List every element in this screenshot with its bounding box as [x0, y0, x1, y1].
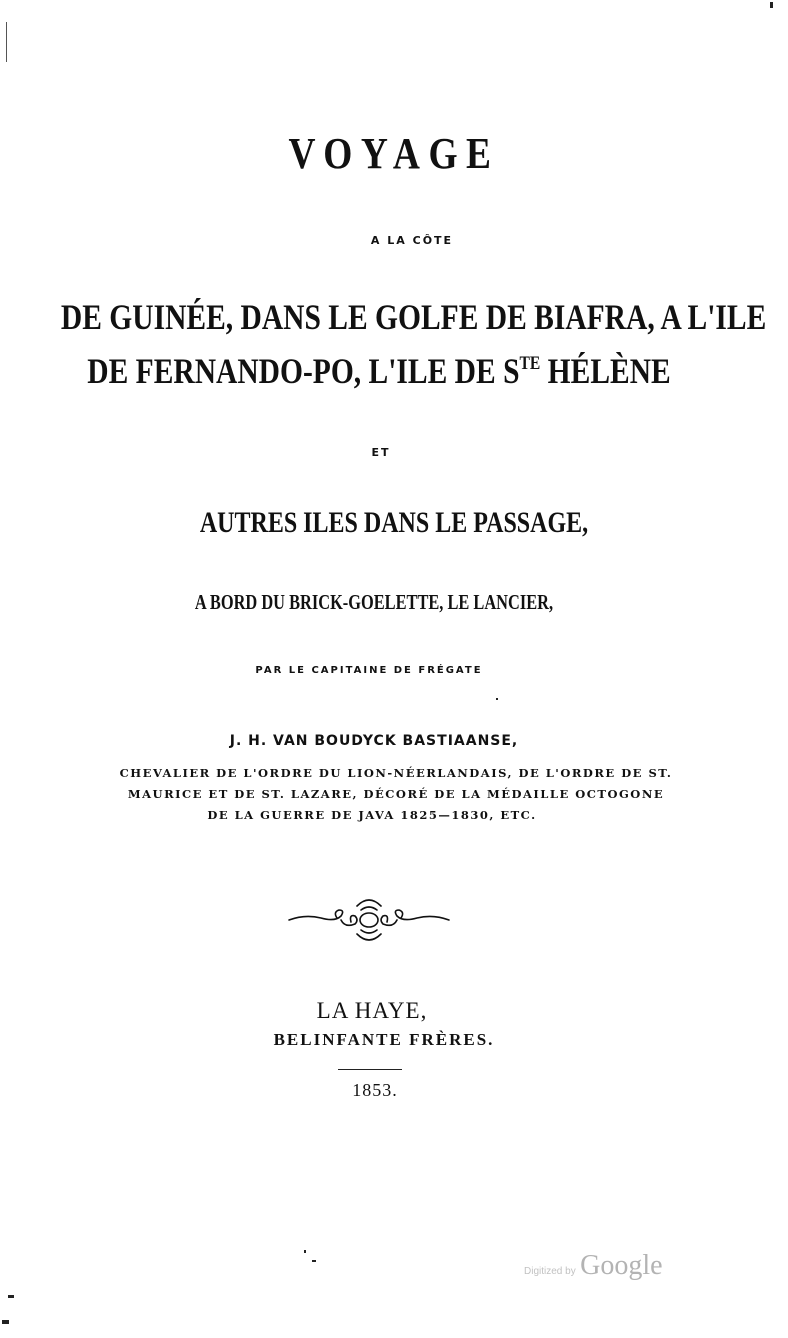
scan-mark-right	[770, 2, 773, 8]
decorative-flourish-icon	[285, 892, 453, 948]
book-title: VOYAGE	[288, 129, 500, 178]
subtitle-line-2-main: DE FERNANDO-PO, L'ILE DE S	[87, 351, 520, 391]
et-line: ET	[371, 446, 391, 459]
subtitle-line-2	[56, 350, 702, 392]
a-bord-line: A BORD DU BRICK-GOELETTE, LE LANCIER,	[194, 590, 554, 614]
subtitle-line-2-end: HÉLÈNE	[540, 351, 671, 391]
digitized-watermark	[524, 1250, 663, 1282]
publisher-name: BELINFANTE FRÈRES.	[273, 1030, 495, 1049]
scan-mark-left	[6, 22, 7, 62]
scan-speck	[2, 1320, 9, 1324]
watermark-prefix: Digitized by	[524, 1266, 576, 1277]
author-name: J. H. VAN BOUDYCK BASTIAANSE,	[229, 733, 519, 749]
scan-speck	[496, 698, 498, 700]
scan-speck	[8, 1295, 14, 1298]
divider-rule	[338, 1069, 402, 1070]
distinction-line-3: DE LA GUERRE DE JAVA 1825—1830, ETC.	[207, 808, 537, 822]
publication-year: 1853.	[352, 1080, 398, 1100]
distinction-line-1: CHEVALIER DE L'ORDRE DU LION-NÉERLANDAIS, DE L'ORDRE DE ST.	[119, 766, 673, 780]
scan-speck	[304, 1250, 306, 1253]
a-la-cote-line: A LA CÔTE	[370, 234, 454, 247]
subtitle-line-1: DE GUINÉE, DANS LE GOLFE DE BIAFRA, A L'ILE	[60, 297, 767, 337]
google-logo-icon: Google	[580, 1250, 663, 1281]
distinction-line-2: MAURICE ET DE ST. LAZARE, DÉCORÉ DE LA MÉDAILLE OCTOGONE	[127, 787, 665, 801]
par-le-capitaine-line: PAR LE CAPITAINE DE FRÉGATE	[255, 665, 483, 676]
scan-speck	[312, 1260, 316, 1262]
place-of-publication: LA HAYE,	[316, 998, 428, 1023]
subtitle-line-2-superscript: TE	[519, 353, 541, 374]
autres-iles-line: AUTRES ILES DANS LE PASSAGE,	[199, 506, 589, 539]
